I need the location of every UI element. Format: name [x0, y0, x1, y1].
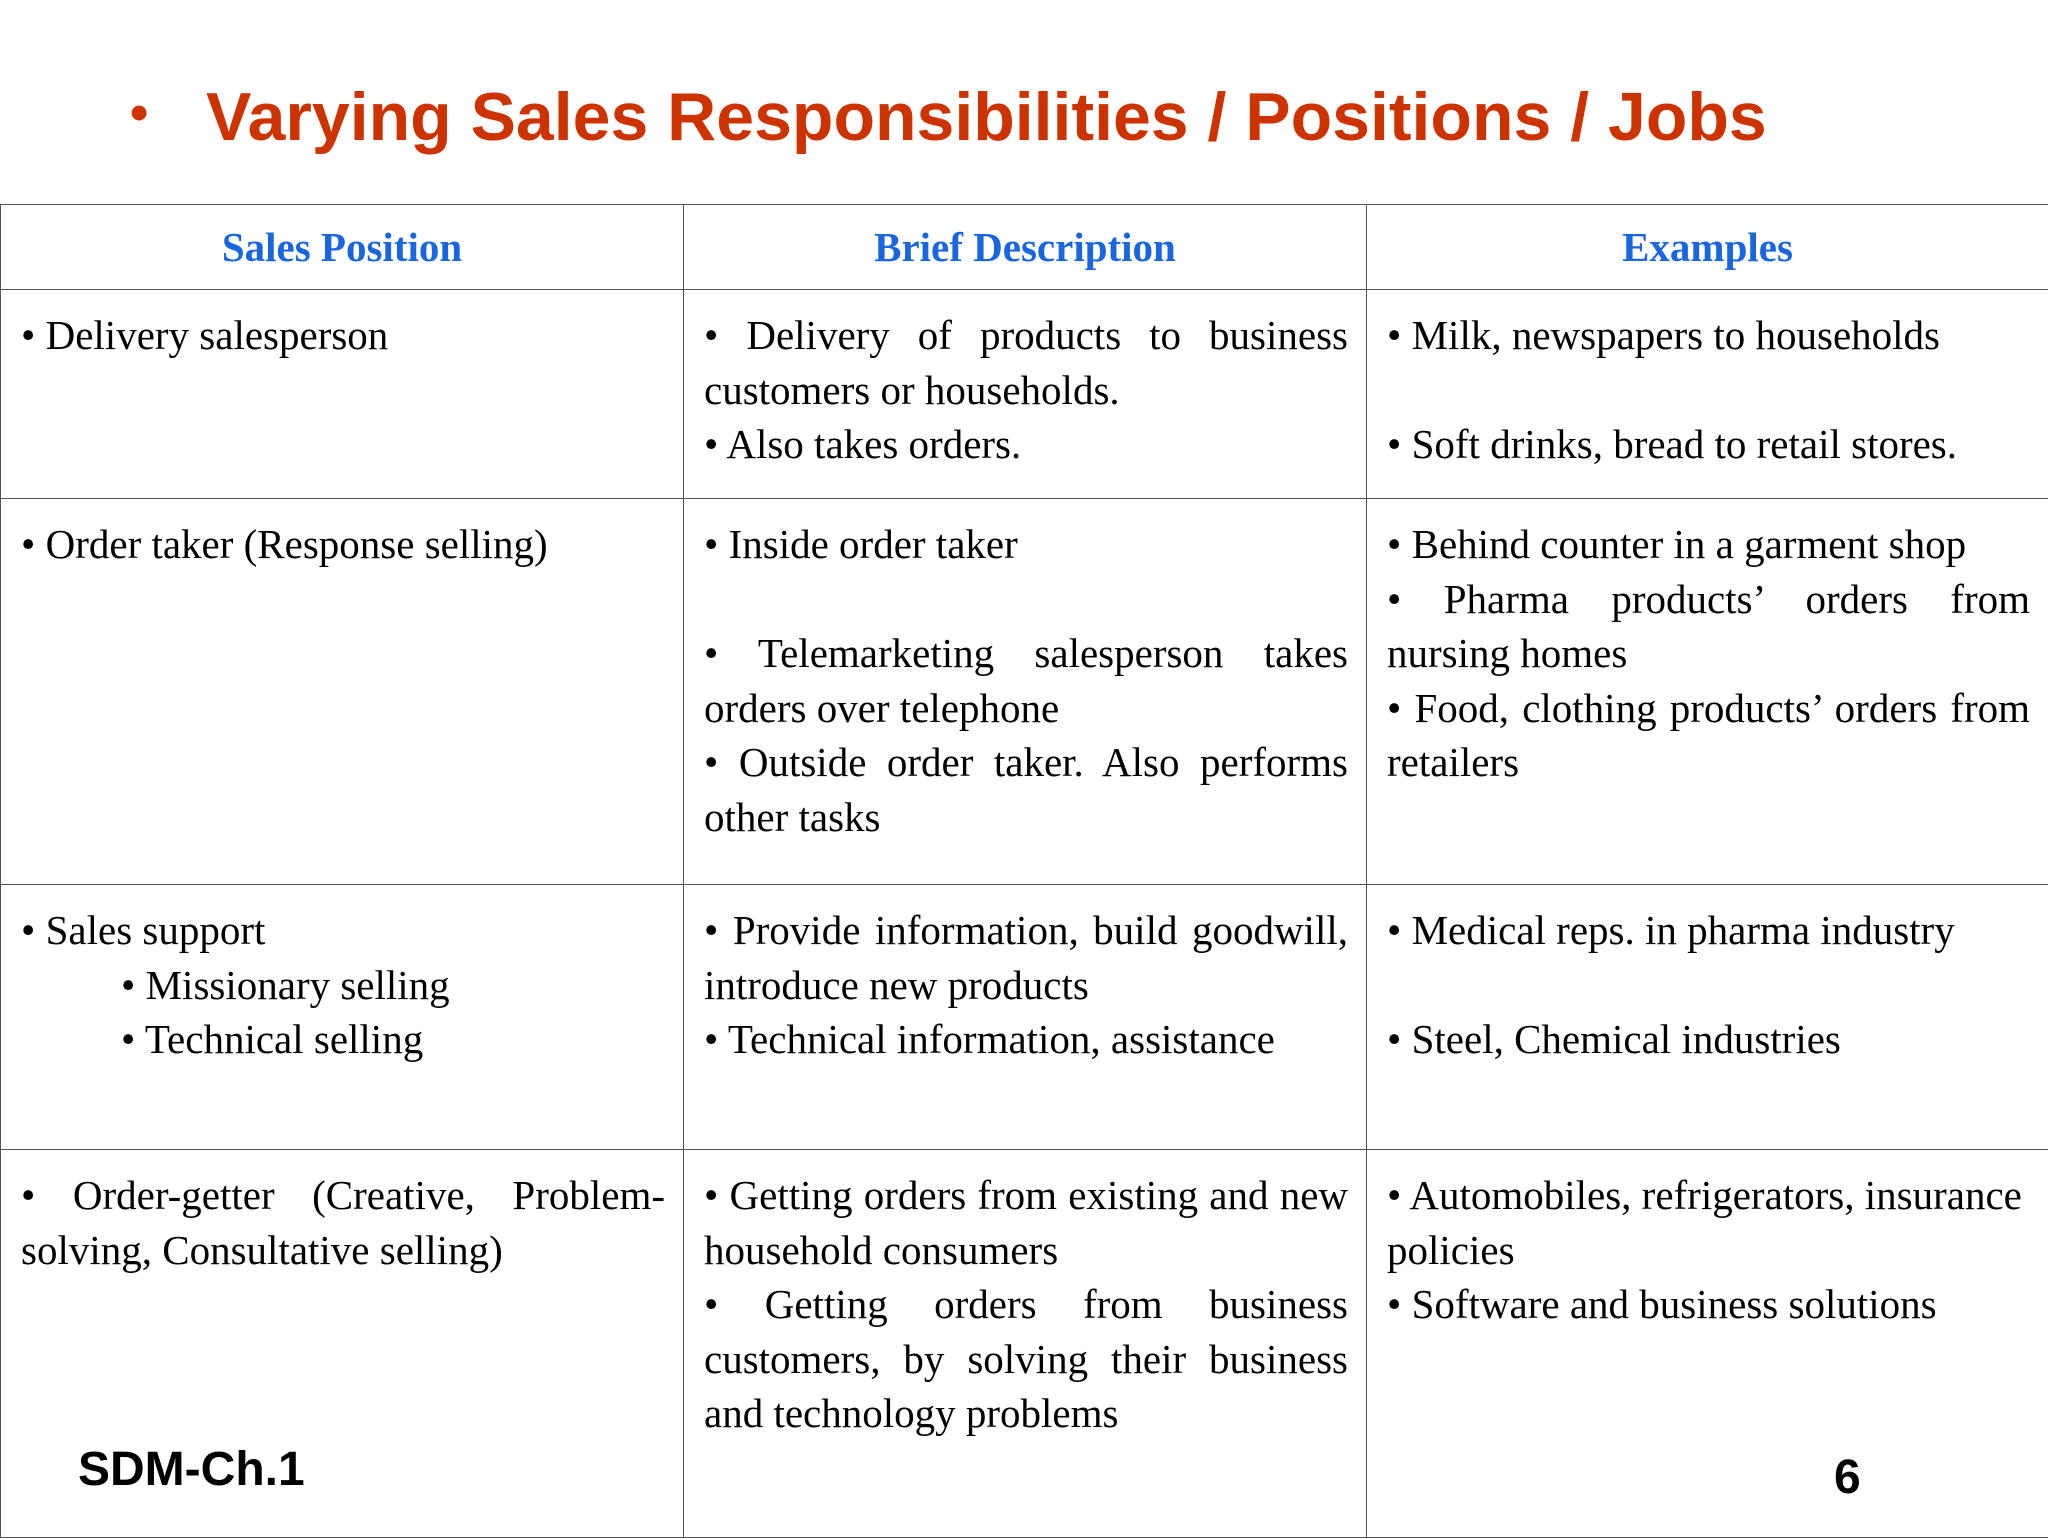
sales-positions-table: [0, 204, 2048, 1538]
position-cell: [1, 885, 684, 1150]
examples-cell: [1367, 499, 2048, 885]
example-text: • Food, clothing products’ orders from retailers: [1387, 681, 2030, 790]
table-row: [1, 290, 2048, 499]
example-text: • Soft drinks, bread to retail stores.: [1387, 417, 2030, 472]
spacer: [1387, 363, 2030, 418]
example-text: • Medical reps. in pharma industry: [1387, 903, 2030, 958]
description-text: • Provide information, build goodwill, introduce new products: [704, 903, 1348, 1012]
header-brief-description: Brief Description: [684, 205, 1367, 290]
table-row: [1, 885, 2048, 1150]
description-text: • Inside order taker: [704, 517, 1348, 572]
example-text: • Automobiles, refrigerators, insurance policies: [1387, 1168, 2030, 1277]
title-bullet: •: [130, 68, 206, 158]
position-text: • Order taker (Response selling): [21, 517, 665, 572]
description-text: • Getting orders from existing and new household consumers: [704, 1168, 1348, 1277]
table-row: [1, 499, 2048, 885]
table-row: [1, 1150, 2048, 1538]
description-text: • Technical information, assistance: [704, 1012, 1348, 1067]
position-cell: [1, 499, 684, 885]
example-text: • Pharma products’ orders from nursing homes: [1387, 572, 2030, 681]
position-text: • Sales support: [21, 903, 665, 958]
footer-label: SDM-Ch.1: [78, 1440, 305, 1500]
examples-cell: [1367, 1150, 2048, 1538]
description-text: • Outside order taker. Also performs other tasks: [704, 735, 1348, 844]
examples-cell: [1367, 885, 2048, 1150]
description-cell: [684, 499, 1367, 885]
position-subitem: • Technical selling: [21, 1012, 665, 1067]
example-text: • Behind counter in a garment shop: [1387, 517, 2030, 572]
example-text: • Steel, Chemical industries: [1387, 1012, 2030, 1067]
position-cell: [1, 290, 684, 499]
page-number: 6: [1834, 1448, 1861, 1508]
position-text: • Delivery salesperson: [21, 308, 665, 363]
examples-cell: [1367, 290, 2048, 499]
table-header-row: [1, 205, 2048, 290]
header-examples: Examples: [1367, 205, 2048, 290]
description-cell: [684, 290, 1367, 499]
description-text: • Telemarketing salesperson takes orders over telephone: [704, 626, 1348, 735]
position-subitem: • Missionary selling: [21, 958, 665, 1013]
description-cell: [684, 1150, 1367, 1538]
spacer: [704, 572, 1348, 627]
example-text: • Milk, newspapers to households: [1387, 308, 2030, 363]
position-text: • Order-getter (Creative, Problem-solving, Consultative selling): [21, 1168, 665, 1277]
description-text: • Also takes orders.: [704, 417, 1348, 472]
example-text: • Software and business solutions: [1387, 1277, 2030, 1332]
spacer: [1387, 958, 2030, 1013]
header-sales-position: Sales Position: [1, 205, 684, 290]
slide-title: [130, 72, 1767, 162]
description-text: • Getting orders from business customers, by solving their business and technology problems: [704, 1277, 1348, 1441]
slide-title-text: Varying Sales Responsibilities / Positions / Jobs: [206, 79, 1767, 155]
description-cell: [684, 885, 1367, 1150]
description-text: • Delivery of products to business customers or households.: [704, 308, 1348, 417]
